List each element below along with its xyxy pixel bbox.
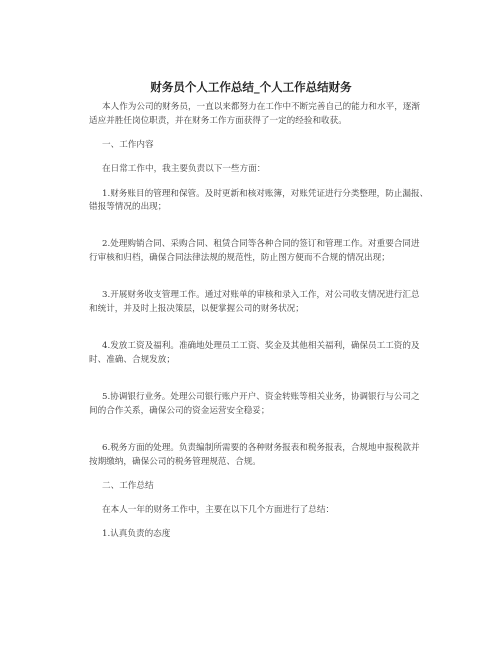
intro-line-1: 本人作为公司的财务员，一直以来都努力在工作中不断完善自己的能力和水平，逐渐 xyxy=(102,102,420,112)
section-1-heading: 一、工作内容 xyxy=(102,140,154,150)
item-3-line-2: 和统计，并及时上报决策层，以便掌握公司的财务状况； xyxy=(89,304,304,314)
item-2-line-1: 2.处理购销合同、采购合同、租赁合同等各种合同的签订和管理工作。对重要合同进 xyxy=(102,239,420,249)
item-4-line-2: 时、准确、合规发放； xyxy=(89,355,175,365)
item-4-line-1: 4.发放工资及福利。准确地处理员工工资、奖金及其他相关福利，确保员工工资的及 xyxy=(102,341,420,351)
item-1-line-2: 错报等情况的出现； xyxy=(89,202,167,212)
item-5-line-2: 间的合作关系，确保公司的资金运营安全稳妥； xyxy=(89,406,270,416)
section-1-lead: 在日常工作中，我主要负责以下一些方面： xyxy=(102,164,266,174)
section-2-lead: 在本人一年的财务工作中，主要在以下几个方面进行了总结： xyxy=(102,505,335,515)
section-2-item-1: 1.认真负责的态度 xyxy=(102,529,171,539)
intro-line-2: 适应并胜任岗位职责，并在财务工作方面获得了一定的经验和收获。 xyxy=(89,116,347,126)
item-2-line-2: 行审核和归档，确保合同法律法规的规范性，防止图方便而不合规的情况出现； xyxy=(89,253,390,263)
item-3-line-1: 3.开展财务收支管理工作。通过对账单的审核和录入工作，对公司收支情况进行汇总 xyxy=(102,290,420,300)
item-1-line-1: 1.财务账目的管理和保管。及时更新和核对账簿，对账凭证进行分类整理，防止漏报、 xyxy=(102,189,429,199)
item-6-line-2: 按期缴纳，确保公司的税务管理规范、合规。 xyxy=(89,457,261,467)
item-6-line-1: 6.税务方面的处理。负责编制所需要的各种财务报表和税务报表，合规地申报税款并 xyxy=(102,443,420,453)
section-2-heading: 二、工作总结 xyxy=(102,481,154,491)
item-5-line-1: 5.协调银行业务。处理公司银行账户开户、资金转账等相关业务，协调银行与公司之 xyxy=(102,392,420,402)
document-title: 财务员个人工作总结_个人工作总结财务 xyxy=(150,80,352,94)
